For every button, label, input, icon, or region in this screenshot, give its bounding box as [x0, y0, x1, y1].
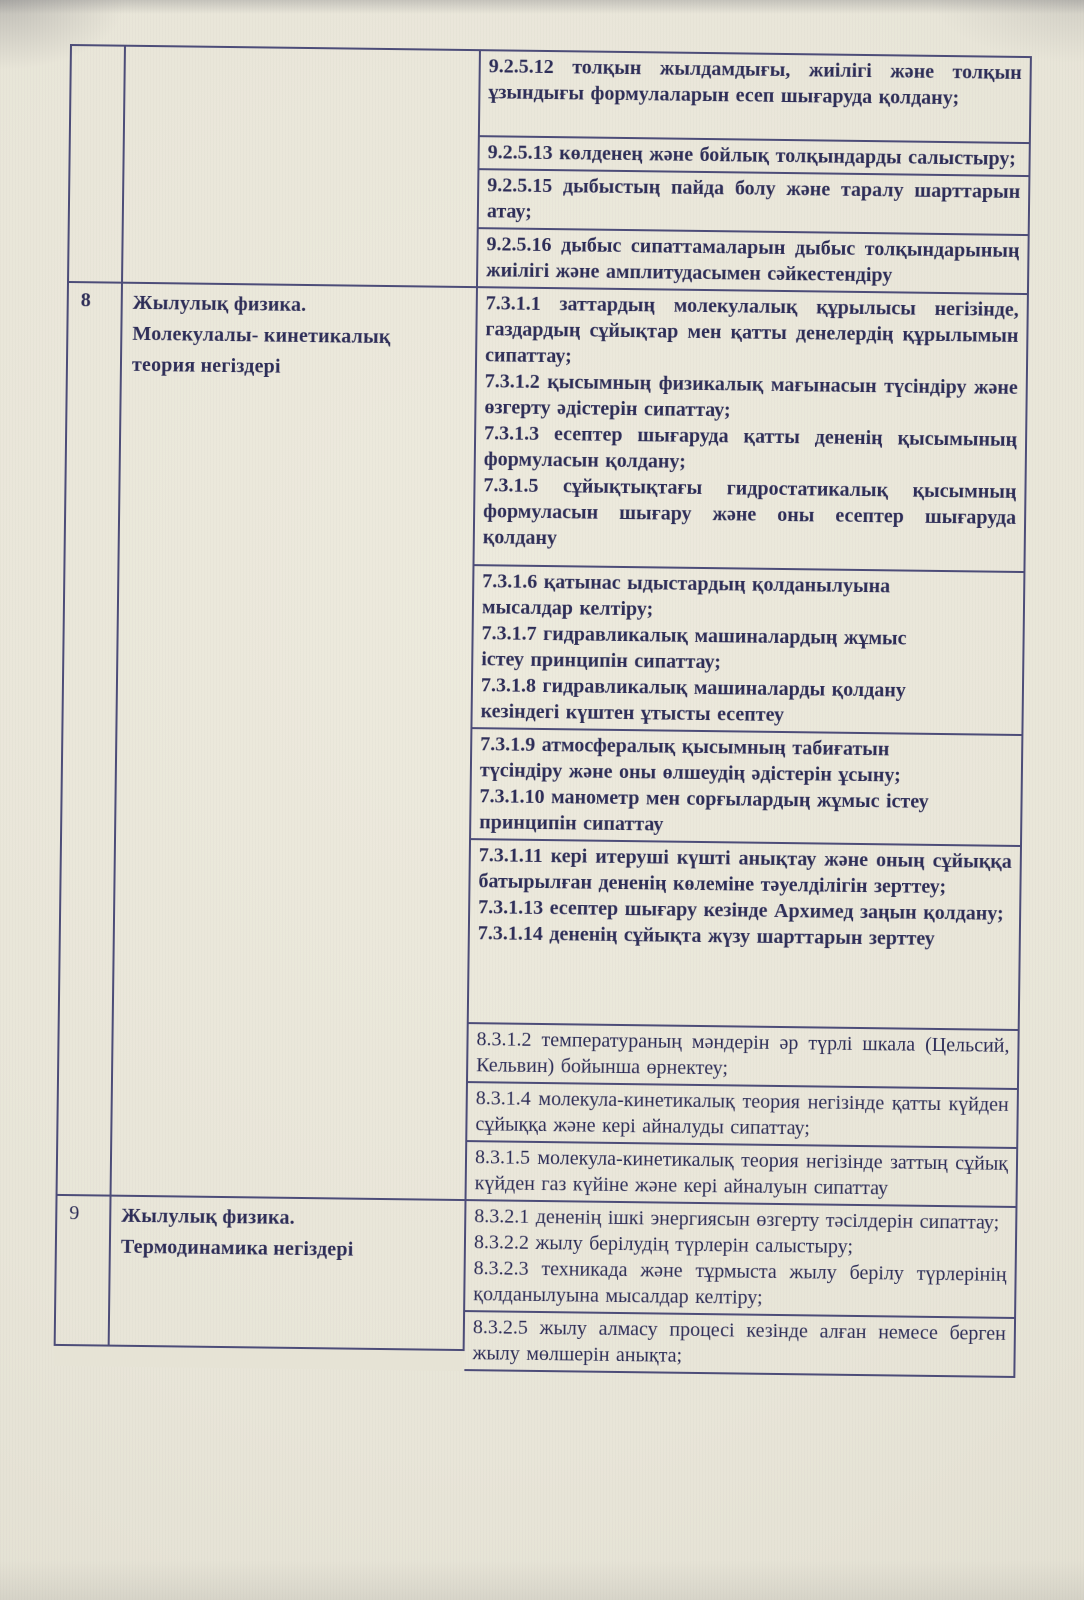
- objective-item: 8.3.2.5 жылу алмасу процесі кезінде алған немесе берген жылу мөлшерін анықта;: [472, 1316, 1007, 1367]
- objective-item: 7.3.1.2 қысымның физикалық мағынасын түсіндіру және өзгерту әдістерін сипаттау;: [484, 370, 1018, 422]
- objective-item: 7.3.1.6 қатынас ыдыстардың қолданылуына мысалдар келтіру;: [481, 570, 891, 621]
- row-number: 8: [80, 289, 91, 312]
- topic-line: Жылулық физика.: [132, 291, 307, 316]
- objective-group: [479, 168, 1029, 234]
- objective-item: 7.3.1.10 манометр мен сорғылардың жұмыс істеу принципін сипаттау: [479, 785, 929, 836]
- row-number-cell: [55, 1196, 109, 1365]
- curriculum-table: [53, 44, 1032, 1378]
- objective-item: 9.2.5.12 толқын жылдамдығы, жиілігі және толқын ұзындығы формулаларын есеп шығаруда қолдану;: [488, 55, 1022, 110]
- objective-item: 8.3.2.3 техникада және тұрмыста жылу берілу түрлерінің қолданылуына мысалдар келтіру;: [473, 1257, 1007, 1309]
- objectives-cell: [465, 288, 1027, 1206]
- table-row: [69, 46, 1030, 293]
- row-number: 9: [69, 1202, 80, 1225]
- objective-item: 7.3.1.13 есептер шығару кезінде Архимед заңын қолдану;: [478, 896, 1004, 925]
- objective-item: 7.3.1.14 дененің сұйықта жүзу шарттарын зерттеу: [477, 922, 935, 950]
- objective-item: 9.2.5.15 дыбыстың пайда болу және таралу шарттарын атау;: [486, 174, 1021, 223]
- topic-cell: [110, 284, 476, 1199]
- objective-item: 7.3.1.7 гидравликалық машиналардың жұмыс істеу принципін сипаттау;: [481, 622, 907, 674]
- topic-line: Молекулалы- кинетикалық: [132, 322, 391, 349]
- objective-item: 9.2.5.13 көлденең және бойлық толқындарды салыстыру;: [487, 141, 1016, 170]
- table-row: [58, 281, 1027, 1206]
- objective-group: [467, 1140, 1017, 1206]
- objective-item: 8.3.1.4 молекула-кинетикалық теория негізінде қатты күйден сұйыққа және кері айналуды сипаттау;: [475, 1087, 1009, 1140]
- objective-item: 9.2.5.16 дыбыс сипаттамаларын дыбыс толқындарының жиілігі және амплитудасымен сәйкестендіру: [486, 233, 1020, 287]
- topic-line: теория негіздері: [131, 353, 281, 378]
- topic-line: Термодинамика негіздері: [120, 1235, 354, 1261]
- objective-group: [467, 1081, 1017, 1147]
- objective-group: [472, 564, 1023, 734]
- objective-item: 7.3.1.11 кері итеруші күшті анықтау және оның сұйыққа батырылған дененің көлеміне тәуелділігін зерттеу;: [478, 844, 1012, 899]
- topic-cell: [121, 47, 479, 286]
- topic-cell: [107, 1197, 464, 1369]
- objective-group: [464, 1310, 1014, 1376]
- objective-item: 8.3.1.5 молекула-кинетикалық теория негізінде заттың сұйық күйден газ күйіне және кері айналуын сипаттау: [474, 1146, 1009, 1200]
- objective-item: 7.3.1.8 гидравликалық машиналарды қолдану кезіндегі күштен ұтысты есептеу: [480, 674, 907, 727]
- objective-group: [465, 1201, 1015, 1317]
- left-columns-bottom-edge: [53, 1344, 464, 1371]
- objective-item: 8.3.2.2 жылу берілудің түрлерін салыстыру;: [473, 1231, 854, 1258]
- objective-item: 7.3.1.1 заттардың молекулалық құрылысы негізінде, газдардың сұйықтар мен қатты денелердің құрылымын сипаттау;: [484, 292, 1019, 368]
- objective-group: [474, 288, 1026, 571]
- objective-item: 7.3.1.3 есептер шығаруда қатты дененің қысымының формуласын қолдану;: [483, 422, 1018, 473]
- objective-group: [469, 838, 1020, 1029]
- objective-group: [478, 227, 1028, 293]
- objective-item: 8.3.2.1 дененің ішкі энергиясын өзгерту тәсілдерін сипаттау;: [474, 1205, 1000, 1234]
- objectives-cell: [476, 51, 1030, 293]
- objective-item: 7.3.1.5 сұйықтықтағы гидростатикалық қысымның формуласын шығару және оны есептер шығаруда қолдану: [482, 474, 1017, 550]
- objective-group: [480, 51, 1030, 142]
- topic-line: Жылулық физика.: [121, 1204, 296, 1229]
- row-number-cell: [69, 46, 124, 282]
- objective-item: 7.3.1.9 атмосфералық қысымның табиғатын түсіндіру және оны өлшеудің әдістерін ұсыну;: [479, 733, 901, 787]
- objective-item: 8.3.1.2 температураның мәндерін әр түрлі шкала (Цельсий, Кельвин) бойынша өрнектеу;: [476, 1028, 1010, 1080]
- objective-group: [468, 1022, 1018, 1088]
- objectives-cell: [462, 1201, 1015, 1376]
- objective-group: [471, 727, 1021, 845]
